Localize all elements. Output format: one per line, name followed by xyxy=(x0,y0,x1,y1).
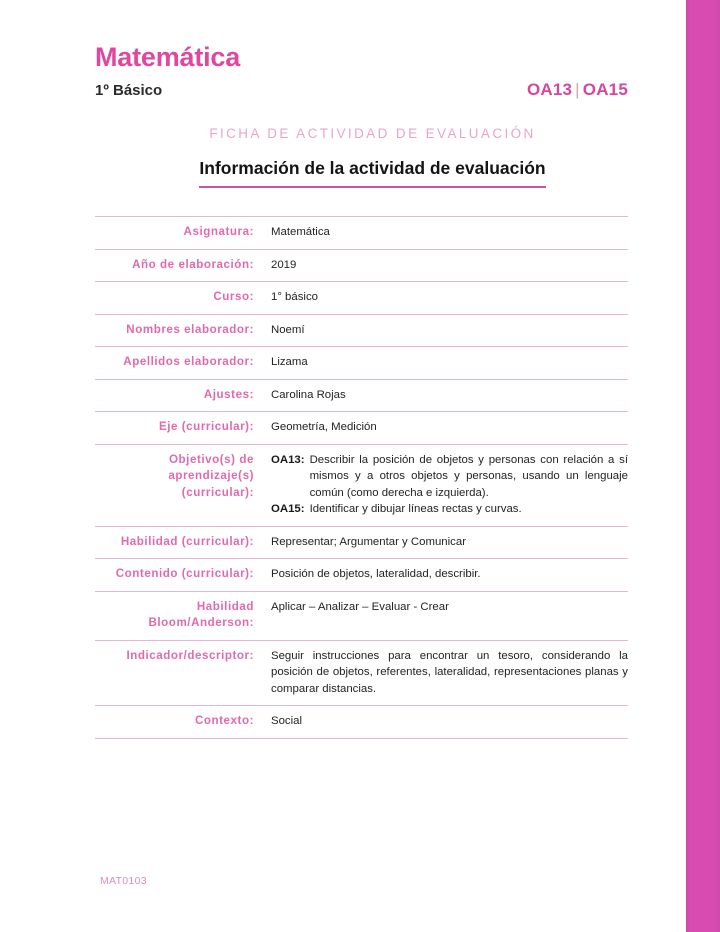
row-value-apellidos-elaborador: Lizama xyxy=(271,356,308,368)
page-title: Matemática xyxy=(95,42,241,72)
table-row xyxy=(95,526,628,559)
row-value-anio-elaboracion: 2019 xyxy=(271,258,297,271)
document-type-label: FICHA DE ACTIVIDAD DE EVALUACIÓN xyxy=(209,126,536,141)
row-value-habilidad-bloom: Aplicar – Analizar – Evaluar - Crear xyxy=(271,600,449,613)
objective-item xyxy=(271,501,628,518)
row-label-habilidad-bloom: Habilidad Bloom/Anderson: xyxy=(148,599,254,629)
decorative-side-bar xyxy=(686,0,720,932)
table-row xyxy=(95,347,628,380)
row-label-asignatura: Asignatura: xyxy=(183,225,254,238)
indicador-text: Seguir instrucciones para encontrar un tesoro, considerando la posición de objetos, referentes, lateralidad, representaciones planas y comparar distancias. xyxy=(271,649,628,695)
row-label-curso: Curso: xyxy=(213,290,254,303)
objective-text: Describir la posición de objetos y personas con relación a sí mismos y a otros objetos y personas, usando un lenguaje común (como derecha e izquierda). xyxy=(309,453,628,499)
oa-code-first: OA13 xyxy=(526,80,573,99)
table-row xyxy=(95,706,628,739)
objective-code: OA13: xyxy=(271,453,305,466)
table-row xyxy=(95,379,628,412)
row-label-contexto: Contexto: xyxy=(194,714,254,727)
oa-code-separator: | xyxy=(575,80,580,99)
row-label-indicador-descriptor: Indicador/descriptor: xyxy=(126,648,254,662)
objective-code: OA15: xyxy=(271,503,305,515)
table-row xyxy=(95,249,628,282)
row-value-ajustes: Carolina Rojas xyxy=(271,388,346,401)
table-row xyxy=(95,282,628,315)
objective-item xyxy=(271,452,628,502)
row-value-contenido-curricular: Posición de objetos, lateralidad, describir. xyxy=(271,568,481,580)
table-row xyxy=(95,412,628,445)
row-value-contexto: Social xyxy=(271,715,303,727)
table-row xyxy=(95,217,628,250)
oa-code-second: OA15 xyxy=(582,80,628,99)
row-label-objetivos-aprendizaje: Objetivo(s) de aprendizaje(s) (curricular): xyxy=(168,452,254,499)
table-row xyxy=(95,559,628,592)
row-label-anio-elaboracion: Año de elaboración: xyxy=(132,257,254,271)
row-value-asignatura: Matemática xyxy=(271,226,330,238)
row-label-eje-curricular: Eje (curricular): xyxy=(158,420,254,433)
row-value-indicador-descriptor xyxy=(266,640,628,706)
row-value-objetivos-aprendizaje xyxy=(266,444,628,526)
activity-info-table xyxy=(95,216,628,739)
main-heading: Información de la actividad de evaluación xyxy=(199,157,545,188)
learning-objective-codes xyxy=(527,80,628,100)
row-label-contenido-curricular: Contenido (curricular): xyxy=(115,567,254,580)
row-label-ajustes: Ajustes: xyxy=(203,387,254,401)
row-value-nombres-elaborador: Noemí xyxy=(271,323,305,336)
table-row xyxy=(95,314,628,347)
subtitle-row xyxy=(95,80,628,104)
objective-text: Identificar y dibujar líneas rectas y curvas. xyxy=(309,503,522,515)
row-label-nombres-elaborador: Nombres elaborador: xyxy=(126,322,254,336)
row-value-eje-curricular: Geometría, Medición xyxy=(271,421,377,433)
table-row xyxy=(95,591,628,640)
title-row xyxy=(95,40,628,78)
main-heading-wrapper xyxy=(95,157,628,188)
row-value-curso: 1° básico xyxy=(271,291,318,303)
document-header xyxy=(95,40,628,188)
grade-level-label: 1º Básico xyxy=(95,82,163,99)
row-label-habilidad-curricular: Habilidad (curricular): xyxy=(120,534,254,548)
table-row xyxy=(95,444,628,526)
row-label-apellidos-elaborador: Apellidos elaborador: xyxy=(123,355,254,368)
row-value-habilidad-curricular: Representar; Argumentar y Comunicar xyxy=(271,535,466,548)
document-code: MAT0103 xyxy=(100,875,147,887)
table-row xyxy=(95,640,628,706)
decorative-side-bar-inner xyxy=(689,0,717,932)
